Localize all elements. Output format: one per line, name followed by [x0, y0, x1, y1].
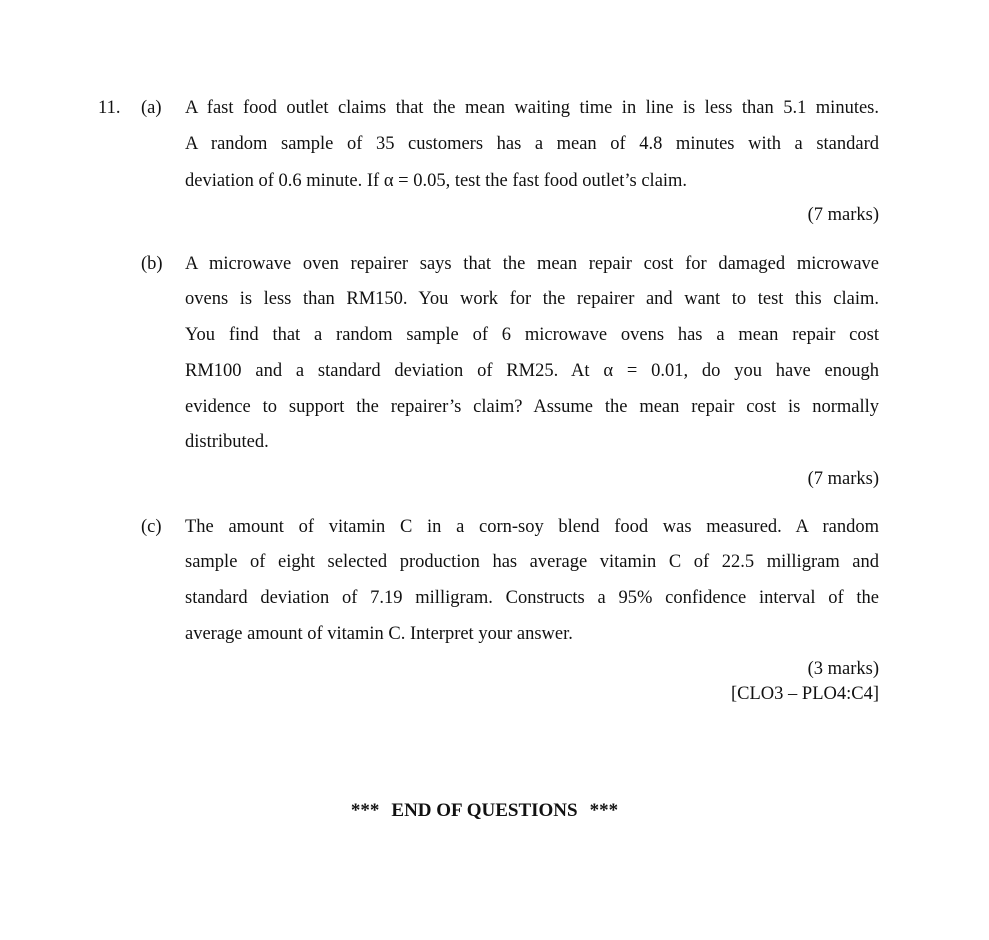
part-c-marks: (3 marks) [807, 659, 879, 679]
part-b-line-1: A microwave oven repairer says that the mean repair cost for damaged microwave [185, 254, 879, 274]
part-a-line-1: A fast food outlet claims that the mean waiting time in line is less than 5.1 minutes. [185, 98, 879, 118]
question-number: 11. [98, 98, 121, 118]
part-b-line-6: distributed. [185, 432, 269, 452]
part-b-line-4: RM100 and a standard deviation of RM25. At α = 0.01, do you have enough [185, 361, 879, 381]
end-of-questions [0, 800, 969, 822]
course-outcome-tag: [CLO3 – PLO4:C4] [731, 684, 879, 704]
part-b-line-5: evidence to support the repairer’s claim? Assume the mean repair cost is normally [185, 397, 879, 417]
end-text: END OF QUESTIONS [391, 800, 578, 821]
part-b-line-3: You find that a random sample of 6 microwave ovens has a mean repair cost [185, 325, 879, 345]
part-c-label: (c) [141, 517, 162, 537]
part-a-line-3: deviation of 0.6 minute. If α = 0.05, test the fast food outlet’s claim. [185, 171, 688, 191]
part-c-line-1: The amount of vitamin C in a corn-soy blend food was measured. A random [185, 517, 879, 537]
part-c-line-2: sample of eight selected production has average vitamin C of 22.5 milligram and [185, 552, 879, 572]
end-stars-left: *** [350, 800, 380, 821]
part-a-label: (a) [141, 98, 162, 118]
part-b-label: (b) [141, 254, 163, 274]
part-a-line-2: A random sample of 35 customers has a mean of 4.8 minutes with a standard [185, 134, 879, 154]
part-a-marks: (7 marks) [807, 205, 879, 225]
part-b-marks: (7 marks) [807, 469, 879, 489]
end-stars-right: *** [589, 800, 619, 821]
part-c-line-4: average amount of vitamin C. Interpret your answer. [185, 624, 573, 644]
part-b-line-2: ovens is less than RM150. You work for the repairer and want to test this claim. [185, 289, 879, 309]
part-c-line-3: standard deviation of 7.19 milligram. Constructs a 95% confidence interval of the [185, 588, 879, 608]
